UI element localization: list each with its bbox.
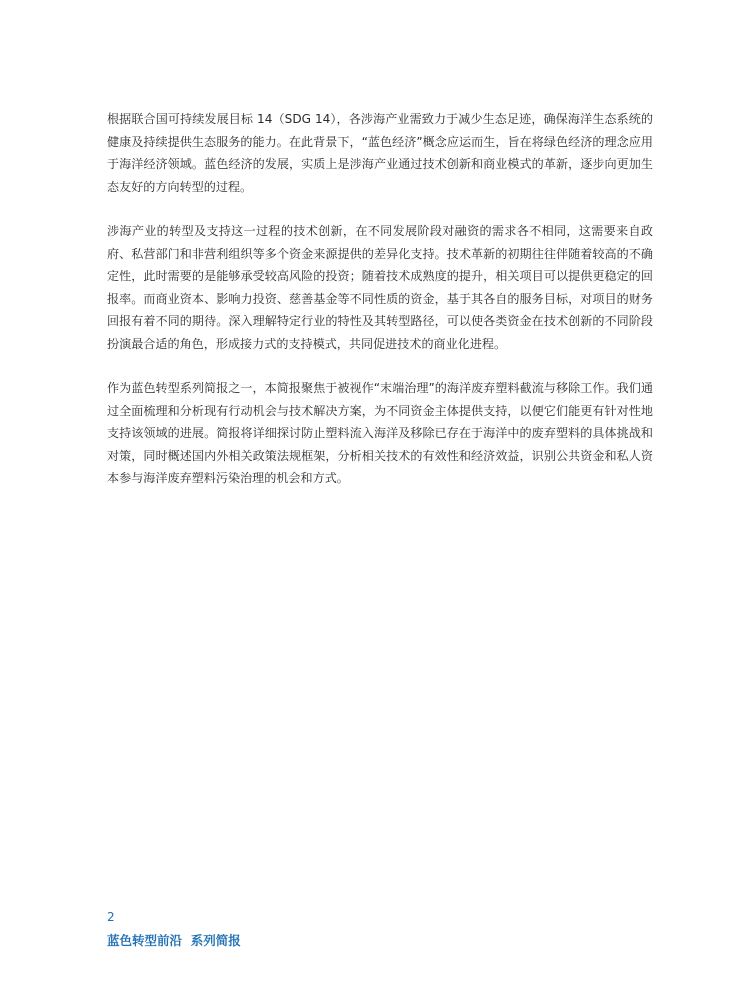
page-number: 2 [107, 910, 115, 924]
body-paragraph-2: 涉海产业的转型及支持这一过程的技术创新，在不同发展阶段对融资的需求各不相同，这需要来自政府、私营部门和非营利组织等多个资金来源提供的差异化支持。技术革新的初期往往伴随着较高的不确定性，此时需要的是能够承受较高风险的投资；随着技术成熟度的提升，相关项目可以提供更稳定的回报率。而商业资本、影响力投资、慈善基金等不同性质的资金，基于其各自的服务目标，对项目的财务回报有着不同的期待。深入理解特定行业的特性及其转型路径，可以使各类资金在技术创新的不同阶段扮演最合适的角色，形成接力式的支持模式，共同促进技术的商业化进程。 [107, 224, 653, 351]
body-paragraph-1: 根据联合国可持续发展目标 14（SDG 14），各涉海产业需致力于减少生态足迹，确保海洋生态系统的健康及持续提供生态服务的能力。在此背景下，“蓝色经济”概念应运而生，旨在将绿色经济的理念应用于海洋经济领域。蓝色经济的发展，实质上是涉海产业通过技术创新和商业模式的革新，逐步向更加生态友好的方向转型的过程。 [107, 112, 653, 194]
body-content [107, 108, 653, 512]
body-paragraph-3: 作为蓝色转型系列简报之一，本简报聚焦于被视作“末端治理”的海洋废弃塑料截流与移除工作。我们通过全面梳理和分析现有行动机会与技术解决方案，为不同资金主体提供支持，以便它们能更有针对性地支持该领域的进展。简报将详细探讨防止塑料流入海洋及移除已存在于海洋中的废弃塑料的具体挑战和对策，同时概述国内外相关政策法规框架，分析相关技术的有效性和经济效益，识别公共资金和私人资本参与海洋废弃塑料污染治理的机会和方式。 [107, 381, 653, 485]
series-title: 蓝色转型前沿 系列简报 [107, 933, 241, 948]
page-footer [107, 909, 241, 949]
